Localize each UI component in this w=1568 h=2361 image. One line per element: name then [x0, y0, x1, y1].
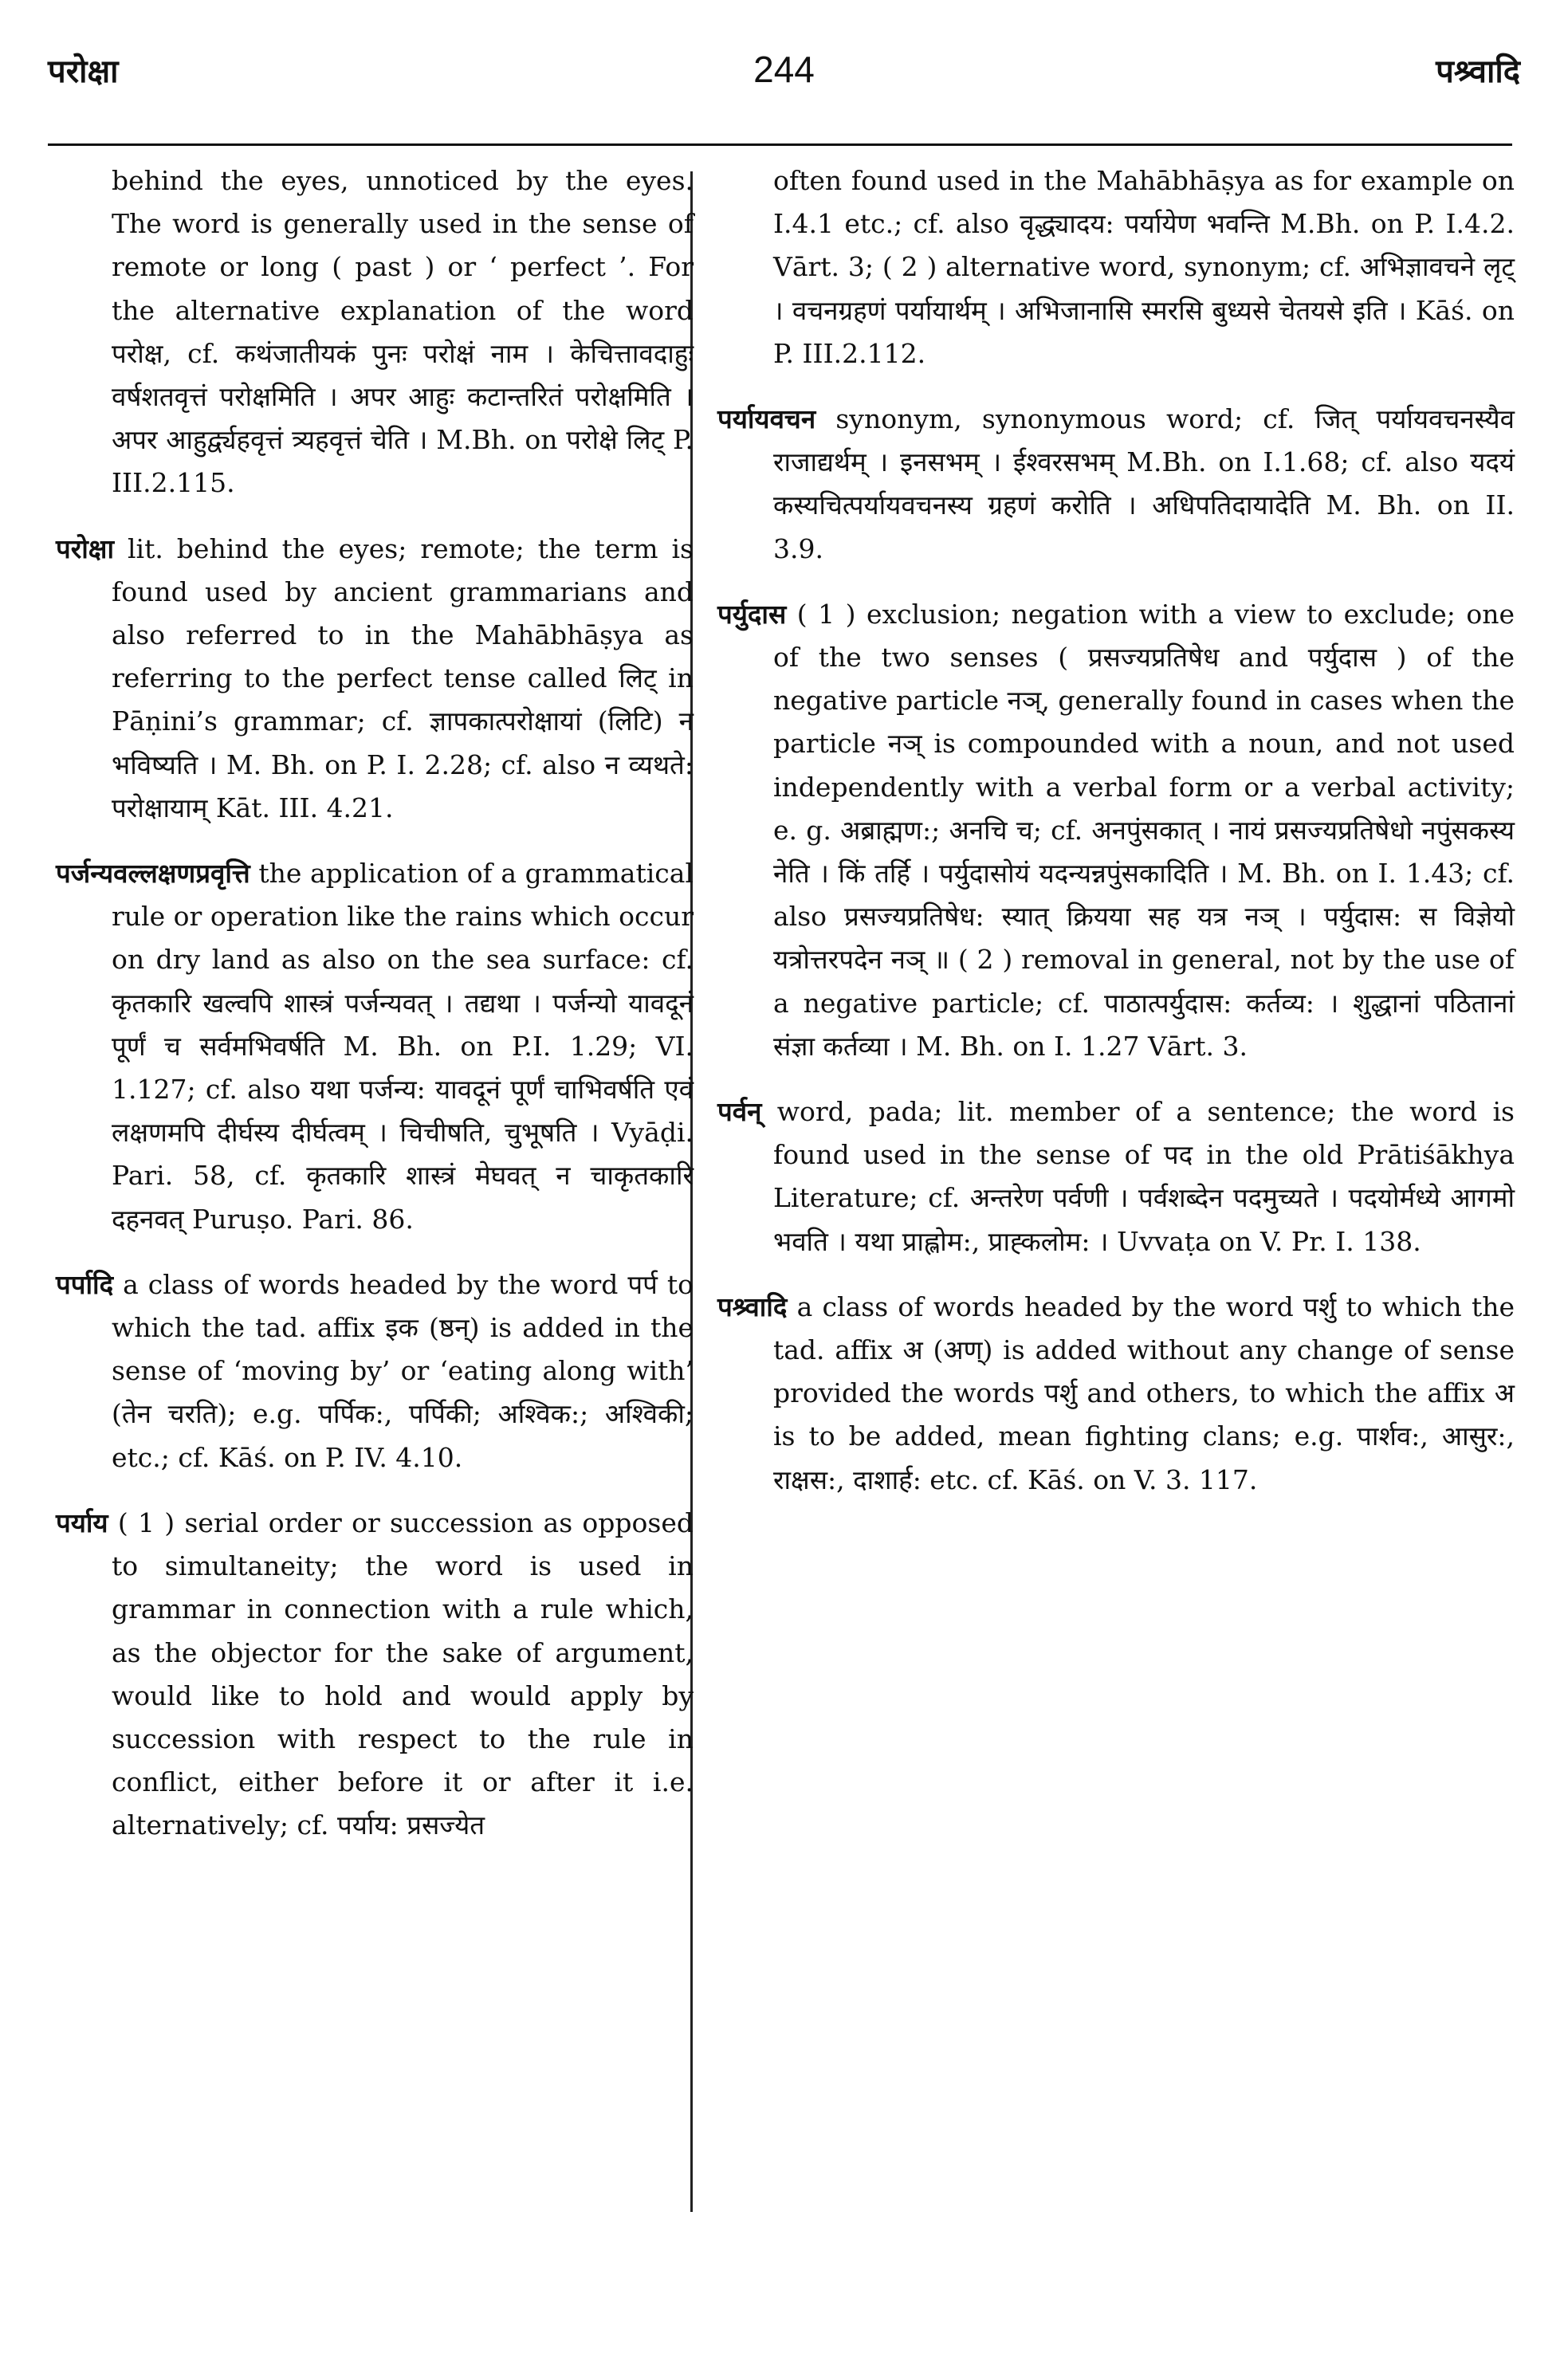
entry-text: ( 1 ) exclusion; negation with a view to exclude; one of the two senses ( प्रसज्यप्रतिषेध and पर्युदास ) of the negative particle नञ्, generally found in cases when the particle नञ् is compounded with a noun, and not used independently with a verbal form or a verbal activity; e. g. अब्राह्मण:; अनचि च; cf. अनपुंसकात् । नायं प्रसज्यप्रतिषेधो नपुंसकस्य नेति । किं तर्हि । पर्युदासोयं यदन्यन्नपुंसकादिति । M. Bh. on I. 1.43; cf. also प्रसज्यप्रतिषेध: स्यात् क्रियया सह यत्र नञ् । पर्युदास: स विज्ञेयो यत्रोत्तरपदेन नञ् ॥ ( 2 ) removal in general, not by the use of a negative particle; cf. पाठात्पर्युदास: कर्तव्य: । शुद्धानां पठितानां संज्ञा कर्तव्या । M. Bh. on I. 1.27 Vārt. 3.: [773, 598, 1515, 1062]
left-column: [56, 159, 694, 1870]
entry-text: a class of words headed by the word पर्प to which the tad. affix इक (ष्ठन्) is added in the sense of ‘moving by’ or ‘eating along with’ (तेन चरति); e.g. पर्पिक:, पर्पिकी; अश्विक:; अश्विकी; etc.; cf. Kāś. on P. IV. 4.10.: [112, 1268, 694, 1473]
entry-text: word, pada; lit. member of a sentence; the word is found used in the sense of पद in the old Prātiśākhya Literature; cf. अन्तरेण पर्वणी । पर्वशब्देन पदमुच्यते । पदयोर्मध्ये आगमो भवति । यथा प्राह्लोम:, प्राह्कलोम: । Uvvaṭa on V. Pr. I. 138.: [773, 1096, 1515, 1257]
dictionary-entry: [717, 593, 1515, 1068]
entry-continuation: [717, 159, 1515, 375]
entry-text: ( 1 ) serial order or succession as opposed to simultaneity; the word is used in grammar in connection with a rule which, as the objector for the sake of argument, would like to hold and would apply by succession with respect to the rule in conflict, either before it or after it i.e. alternatively; cf. पर्याय: प्रसज्येत: [112, 1507, 694, 1841]
page-header: [48, 48, 1520, 104]
entry-text: synonym, synonymous word; cf. जित् पर्यायवचनस्यैव राजाद्यर्थम् । इनसभम् । ईश्वरसभम् M.Bh. on I.1.68; cf. also यदयं कस्यचित्पर्यायवचनस्य ग्रहणं करोति । अधिपतिदायादेति M. Bh. on II. 3.9.: [773, 403, 1515, 564]
dictionary-entry: [56, 852, 694, 1241]
entry-headword: पर्जन्यवल्लक्षणप्रवृत्ति: [56, 858, 250, 890]
entry-headword: पर्युदास: [717, 598, 787, 630]
entry-text: lit. behind the eyes; remote; the term is found used by ancient grammarians and also referred to in the Mahābhāṣya as referring to the perfect tense called लिट् in Pāṇini’s grammar; cf. ज्ञापकात्परोक्षायां (लिटि) न भविष्यति । M. Bh. on P. I. 2.28; cf. also न व्यथते: परोक्षायाम् Kāt. III. 4.21.: [112, 532, 694, 823]
running-head-left: परोक्षा: [48, 53, 119, 90]
entry-headword: पर्याय: [56, 1507, 108, 1538]
entry-headword: पश्र्वादि: [717, 1290, 788, 1322]
entry-text: a class of words headed by the word पर्शु to which the tad. affix अ (अण्) is added without any change of sense provided the words पर्शु and others, to which the affix अ is to be added, mean fighting clans; e.g. पार्शव:, आसुर:, राक्षस:, दाशार्ह: etc. cf. Kāś. on V. 3. 117.: [773, 1290, 1515, 1495]
dictionary-entry: [56, 1263, 694, 1479]
entry-text: often found used in the Mahābhāṣya as for example on I.4.1 etc.; cf. also वृद्ध्यादय: पर्यायेण भवन्ति M.Bh. on P. I.4.2. Vārt. 3; ( 2 ) alternative word, synonym; cf. अभिज्ञावचने लृट् । वचनग्रहणं पर्यायार्थम् । अभिजानासि स्मरसि बुध्यसे चेतयसे इति । Kāś. on P. III.2.112.: [773, 165, 1515, 369]
entry-continuation: [56, 159, 694, 505]
dictionary-entry: [56, 528, 694, 830]
entry-text: behind the eyes, unnoticed by the eyes. The word is generally used in the sense of remote or long ( past ) or ‘ perfect ’. For the alternative explanation of the word परोक्ष, cf. कथंजातीयकं पुनः परोक्षं नाम । केचित्तावदाहुः वर्षशतवृत्तं परोक्षमिति । अपर आहुः कटान्तरितं परोक्षमिति । अपर आहुर्द्व्यहवृत्तं त्र्यहवृत्तं चेति । M.Bh. on परोक्षे लिट् P. III.2.115.: [112, 165, 694, 499]
entry-headword: परोक्षा: [56, 532, 114, 564]
entry-headword: पर्वन्: [717, 1096, 762, 1128]
dictionary-entry: [717, 1090, 1515, 1263]
entry-headword: पर्यायवचन: [717, 403, 816, 435]
entry-headword: पर्पादि: [56, 1268, 114, 1300]
header-rule: [48, 143, 1512, 146]
dictionary-entry: [717, 1286, 1515, 1502]
dictionary-entry: [56, 1502, 694, 1848]
dictionary-entry: [717, 398, 1515, 571]
running-head-right: पश्र्वादि: [1436, 53, 1520, 90]
page-number: 244: [753, 49, 815, 90]
right-column: [717, 159, 1515, 1524]
entry-text: the application of a grammatical rule or operation like the rains which occur on dry land as also on the sea surface: cf. कृतकारि खल्वपि शास्त्रं पर्जन्यवत् । तद्यथा । पर्जन्यो यावदूनं पूर्णं च सर्वमभिवर्षति M. Bh. on P.I. 1.29; VI. 1.127; cf. also यथा पर्जन्य: यावदूनं पूर्णं चाभिवर्षति एवं लक्षणमपि दीर्घस्य दीर्घत्वम् । चिचीषति, चुभूषति । Vyāḍi. Pari. 58, cf. कृतकारि शास्त्रं मेघवत् न चाकृतकारि दहनवत् Puruṣo. Pari. 86.: [112, 858, 694, 1235]
